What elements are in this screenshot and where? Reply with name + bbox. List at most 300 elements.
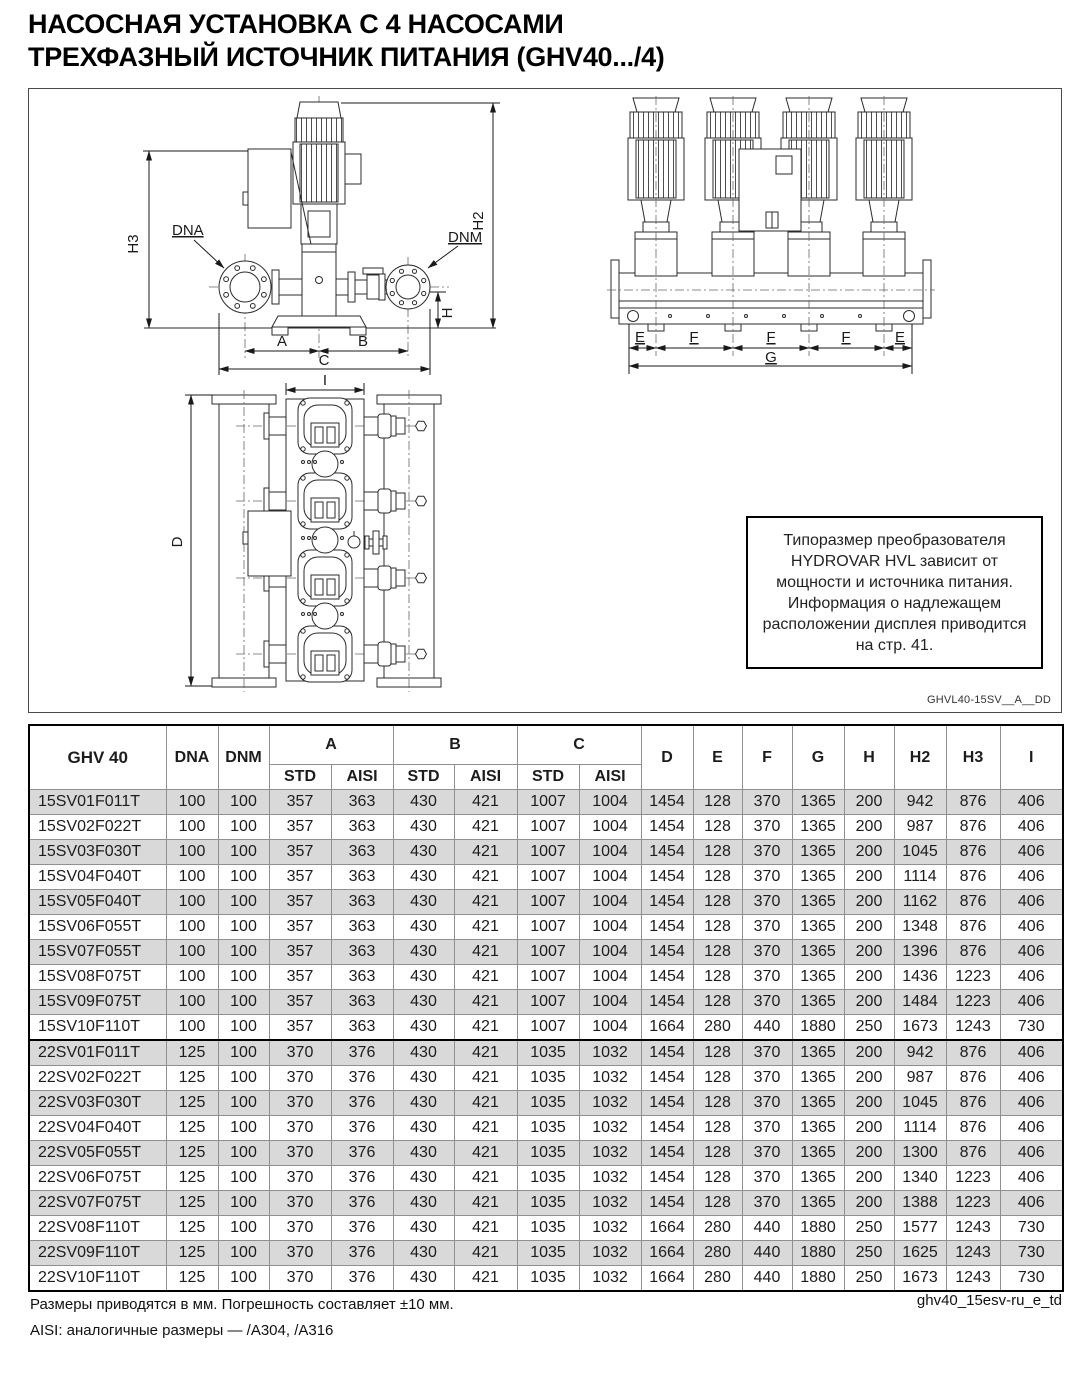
value-cell: 421 (454, 990, 517, 1015)
table-row (29, 915, 1063, 940)
value-cell: 100 (218, 915, 269, 940)
value-cell: 357 (269, 840, 331, 865)
value-cell: 363 (331, 990, 393, 1015)
value-cell: 200 (844, 790, 894, 815)
value-cell: 1045 (894, 840, 946, 865)
value-cell: 100 (218, 865, 269, 890)
value-cell: 1045 (894, 1091, 946, 1116)
value-cell: 100 (166, 990, 218, 1015)
value-cell: 1223 (946, 965, 1000, 990)
value-cell: 370 (269, 1066, 331, 1091)
value-cell: 1454 (641, 890, 693, 915)
value-cell: 1365 (792, 965, 844, 990)
value-cell: 376 (331, 1091, 393, 1116)
value-cell: 876 (946, 790, 1000, 815)
value-cell: 1004 (579, 940, 641, 965)
title-line-2: ТРЕХФАЗНЫЙ ИСТОЧНИК ПИТАНИЯ (GHV40.../4) (28, 42, 665, 72)
value-cell: 1223 (946, 990, 1000, 1015)
value-cell: 876 (946, 1141, 1000, 1166)
value-cell: 370 (742, 790, 792, 815)
table-row (29, 1015, 1063, 1041)
value-cell: 1454 (641, 940, 693, 965)
value-cell: 357 (269, 890, 331, 915)
value-cell: 1035 (517, 1241, 579, 1266)
value-cell: 128 (693, 1066, 742, 1091)
value-cell: 440 (742, 1216, 792, 1241)
value-cell: 1880 (792, 1015, 844, 1041)
value-cell: 430 (393, 815, 454, 840)
value-cell: 125 (166, 1241, 218, 1266)
col-header-f: F (742, 725, 792, 790)
value-cell: 1007 (517, 790, 579, 815)
value-cell: 1035 (517, 1216, 579, 1241)
value-cell: 1484 (894, 990, 946, 1015)
value-cell: 421 (454, 1191, 517, 1216)
value-cell: 1365 (792, 1166, 844, 1191)
value-cell: 363 (331, 965, 393, 990)
value-cell: 1032 (579, 1066, 641, 1091)
value-cell: 406 (1000, 790, 1063, 815)
value-cell: 370 (742, 965, 792, 990)
value-cell: 370 (742, 1141, 792, 1166)
value-cell: 1035 (517, 1066, 579, 1091)
dim-label-a: A (276, 333, 288, 350)
value-cell: 1035 (517, 1266, 579, 1292)
value-cell: 987 (894, 815, 946, 840)
value-cell: 100 (218, 965, 269, 990)
value-cell: 200 (844, 1141, 894, 1166)
value-cell: 1243 (946, 1241, 1000, 1266)
value-cell: 876 (946, 915, 1000, 940)
value-cell: 125 (166, 1141, 218, 1166)
front-view-pump-body (144, 102, 496, 335)
col-header-h2: H2 (894, 725, 946, 790)
value-cell: 1223 (946, 1166, 1000, 1191)
value-cell: 1664 (641, 1015, 693, 1041)
col-header-i: I (1000, 725, 1063, 790)
model-cell: 15SV07F055T (29, 940, 166, 965)
subheader-a-std: STD (269, 765, 331, 790)
side-view-drawing (604, 94, 954, 379)
value-cell: 363 (331, 940, 393, 965)
value-cell: 1454 (641, 990, 693, 1015)
value-cell: 200 (844, 1116, 894, 1141)
value-cell: 100 (218, 890, 269, 915)
value-cell: 100 (218, 790, 269, 815)
value-cell: 421 (454, 790, 517, 815)
value-cell: 1007 (517, 990, 579, 1015)
plan-view-drawing (169, 372, 494, 704)
value-cell: 100 (218, 1266, 269, 1292)
value-cell: 128 (693, 965, 742, 990)
table-row (29, 990, 1063, 1015)
value-cell: 1004 (579, 865, 641, 890)
footnote-dimensions: Размеры приводятся в мм. Погрешность составляет ±10 мм. (30, 1296, 454, 1313)
value-cell: 1454 (641, 1066, 693, 1091)
value-cell: 1625 (894, 1241, 946, 1266)
model-cell: 15SV06F055T (29, 915, 166, 940)
value-cell: 370 (269, 1191, 331, 1216)
value-cell: 200 (844, 1066, 894, 1091)
model-cell: 22SV09F110T (29, 1241, 166, 1266)
value-cell: 125 (166, 1066, 218, 1091)
value-cell: 421 (454, 890, 517, 915)
value-cell: 280 (693, 1266, 742, 1292)
value-cell: 1365 (792, 1066, 844, 1091)
value-cell: 376 (331, 1191, 393, 1216)
value-cell: 100 (166, 865, 218, 890)
value-cell: 421 (454, 1066, 517, 1091)
value-cell: 128 (693, 1191, 742, 1216)
value-cell: 100 (218, 1191, 269, 1216)
model-cell: 15SV08F075T (29, 965, 166, 990)
value-cell: 1162 (894, 890, 946, 915)
value-cell: 430 (393, 990, 454, 1015)
value-cell: 128 (693, 790, 742, 815)
value-cell: 357 (269, 915, 331, 940)
model-cell: 22SV04F040T (29, 1116, 166, 1141)
value-cell: 1388 (894, 1191, 946, 1216)
technical-drawing-panel (28, 88, 1062, 713)
value-cell: 370 (742, 1040, 792, 1066)
value-cell: 200 (844, 840, 894, 865)
table-row (29, 840, 1063, 865)
value-cell: 370 (742, 990, 792, 1015)
value-cell: 430 (393, 1040, 454, 1066)
value-cell: 730 (1000, 1015, 1063, 1041)
value-cell: 1348 (894, 915, 946, 940)
value-cell: 1454 (641, 1091, 693, 1116)
model-cell: 15SV02F022T (29, 815, 166, 840)
value-cell: 250 (844, 1266, 894, 1292)
model-cell: 22SV03F030T (29, 1091, 166, 1116)
value-cell: 363 (331, 840, 393, 865)
value-cell: 376 (331, 1241, 393, 1266)
value-cell: 125 (166, 1191, 218, 1216)
value-cell: 100 (166, 940, 218, 965)
value-cell: 406 (1000, 1091, 1063, 1116)
value-cell: 1004 (579, 790, 641, 815)
value-cell: 406 (1000, 915, 1063, 940)
value-cell: 430 (393, 1066, 454, 1091)
value-cell: 421 (454, 965, 517, 990)
value-cell: 406 (1000, 815, 1063, 840)
title-line-1: НАСОСНАЯ УСТАНОВКА С 4 НАСОСАМИ (28, 9, 564, 39)
value-cell: 100 (218, 1091, 269, 1116)
value-cell: 1035 (517, 1141, 579, 1166)
col-header-c: C (517, 725, 641, 765)
value-cell: 370 (742, 1116, 792, 1141)
value-cell: 357 (269, 815, 331, 840)
value-cell: 200 (844, 890, 894, 915)
dim-label-d: D (169, 536, 186, 548)
value-cell: 376 (331, 1116, 393, 1141)
col-header-a: A (269, 725, 393, 765)
value-cell: 280 (693, 1015, 742, 1041)
value-cell: 125 (166, 1040, 218, 1066)
value-cell: 100 (218, 940, 269, 965)
value-cell: 1454 (641, 840, 693, 865)
value-cell: 370 (269, 1116, 331, 1141)
value-cell: 128 (693, 1091, 742, 1116)
value-cell: 370 (742, 1191, 792, 1216)
value-cell: 1007 (517, 840, 579, 865)
value-cell: 357 (269, 790, 331, 815)
col-header-h: H (844, 725, 894, 790)
value-cell: 370 (742, 940, 792, 965)
value-cell: 200 (844, 990, 894, 1015)
hydrovar-note-text: Типоразмер преобразователя HYDROVAR HVL зависит от мощности и источника питания. Информация о надлежащем расположении дисплея приводится на стр. 41. (762, 531, 1027, 654)
hydrovar-note (746, 516, 1043, 669)
value-cell: 370 (742, 1166, 792, 1191)
value-cell: 876 (946, 1116, 1000, 1141)
value-cell: 370 (269, 1166, 331, 1191)
value-cell: 1114 (894, 1116, 946, 1141)
value-cell: 1114 (894, 865, 946, 890)
value-cell: 100 (218, 815, 269, 840)
value-cell: 1007 (517, 940, 579, 965)
value-cell: 200 (844, 865, 894, 890)
dim-label-h2: H2 (470, 211, 487, 231)
col-header-e: E (693, 725, 742, 790)
value-cell: 370 (742, 840, 792, 865)
value-cell: 421 (454, 865, 517, 890)
value-cell: 357 (269, 1015, 331, 1041)
value-cell: 430 (393, 940, 454, 965)
value-cell: 1365 (792, 1040, 844, 1066)
value-cell: 200 (844, 1040, 894, 1066)
value-cell: 100 (218, 1241, 269, 1266)
value-cell: 1007 (517, 915, 579, 940)
col-header-d: D (641, 725, 693, 790)
value-cell: 1004 (579, 965, 641, 990)
value-cell: 100 (218, 1166, 269, 1191)
footnote-aisi: AISI: аналогичные размеры — /A304, /A316 (30, 1322, 334, 1339)
dim-label-dnm: DNM (448, 229, 483, 246)
value-cell: 1436 (894, 965, 946, 990)
value-cell: 370 (742, 1066, 792, 1091)
value-cell: 100 (218, 1040, 269, 1066)
value-cell: 1880 (792, 1266, 844, 1292)
value-cell: 280 (693, 1241, 742, 1266)
value-cell: 876 (946, 1066, 1000, 1091)
value-cell: 376 (331, 1040, 393, 1066)
subheader-c-aisi: AISI (579, 765, 641, 790)
value-cell: 876 (946, 890, 1000, 915)
col-header-b: B (393, 725, 517, 765)
value-cell: 1035 (517, 1040, 579, 1066)
value-cell: 100 (166, 1015, 218, 1041)
value-cell: 1035 (517, 1191, 579, 1216)
value-cell: 406 (1000, 890, 1063, 915)
dim-label-i: I (322, 372, 328, 389)
value-cell: 1004 (579, 890, 641, 915)
discharge-flange (386, 265, 430, 309)
page-title (28, 8, 665, 74)
value-cell: 363 (331, 915, 393, 940)
value-cell: 942 (894, 790, 946, 815)
value-cell: 1673 (894, 1015, 946, 1041)
value-cell: 406 (1000, 1040, 1063, 1066)
value-cell: 430 (393, 1191, 454, 1216)
value-cell: 942 (894, 1040, 946, 1066)
model-cell: 22SV01F011T (29, 1040, 166, 1066)
dim-label-e-right: E (894, 329, 906, 346)
value-cell: 1454 (641, 1040, 693, 1066)
value-cell: 1340 (894, 1166, 946, 1191)
table-row (29, 1066, 1063, 1091)
subheader-b-std: STD (393, 765, 454, 790)
value-cell: 430 (393, 790, 454, 815)
value-cell: 421 (454, 1241, 517, 1266)
dim-label-dna: DNA (172, 222, 204, 239)
table-row (29, 790, 1063, 815)
value-cell: 430 (393, 1166, 454, 1191)
value-cell: 1007 (517, 1015, 579, 1041)
col-header-h3: H3 (946, 725, 1000, 790)
value-cell: 876 (946, 840, 1000, 865)
value-cell: 128 (693, 940, 742, 965)
value-cell: 987 (894, 1066, 946, 1091)
value-cell: 128 (693, 1040, 742, 1066)
value-cell: 1004 (579, 840, 641, 865)
value-cell: 1035 (517, 1166, 579, 1191)
value-cell: 430 (393, 915, 454, 940)
model-cell: 15SV10F110T (29, 1015, 166, 1041)
value-cell: 1365 (792, 815, 844, 840)
subheader-b-aisi: AISI (454, 765, 517, 790)
value-cell: 876 (946, 865, 1000, 890)
table-row (29, 1266, 1063, 1292)
model-cell: 22SV02F022T (29, 1066, 166, 1091)
value-cell: 1004 (579, 915, 641, 940)
table-row (29, 1191, 1063, 1216)
value-cell: 1243 (946, 1266, 1000, 1292)
value-cell: 357 (269, 940, 331, 965)
value-cell: 1365 (792, 1116, 844, 1141)
col-header-g: G (792, 725, 844, 790)
control-panel-box (739, 149, 801, 231)
value-cell: 1004 (579, 815, 641, 840)
value-cell: 406 (1000, 940, 1063, 965)
value-cell: 1032 (579, 1241, 641, 1266)
value-cell: 1032 (579, 1141, 641, 1166)
value-cell: 125 (166, 1091, 218, 1116)
value-cell: 370 (269, 1141, 331, 1166)
value-cell: 1454 (641, 1166, 693, 1191)
value-cell: 100 (218, 1116, 269, 1141)
value-cell: 370 (742, 915, 792, 940)
value-cell: 1243 (946, 1015, 1000, 1041)
col-header-dna: DNA (166, 725, 218, 790)
value-cell: 100 (218, 990, 269, 1015)
value-cell: 376 (331, 1216, 393, 1241)
value-cell: 440 (742, 1266, 792, 1292)
table-row (29, 1040, 1063, 1066)
value-cell: 128 (693, 840, 742, 865)
table-row (29, 890, 1063, 915)
value-cell: 100 (166, 890, 218, 915)
value-cell: 376 (331, 1141, 393, 1166)
value-cell: 421 (454, 1141, 517, 1166)
value-cell: 128 (693, 890, 742, 915)
value-cell: 1365 (792, 890, 844, 915)
value-cell: 1664 (641, 1216, 693, 1241)
value-cell: 1032 (579, 1266, 641, 1292)
value-cell: 1032 (579, 1091, 641, 1116)
value-cell: 1032 (579, 1166, 641, 1191)
model-cell: 15SV05F040T (29, 890, 166, 915)
value-cell: 200 (844, 1166, 894, 1191)
value-cell: 1365 (792, 865, 844, 890)
value-cell: 370 (269, 1091, 331, 1116)
value-cell: 1365 (792, 990, 844, 1015)
value-cell: 421 (454, 815, 517, 840)
value-cell: 370 (742, 890, 792, 915)
value-cell: 128 (693, 815, 742, 840)
value-cell: 125 (166, 1166, 218, 1191)
value-cell: 421 (454, 1116, 517, 1141)
value-cell: 430 (393, 1091, 454, 1116)
value-cell: 406 (1000, 865, 1063, 890)
value-cell: 363 (331, 865, 393, 890)
value-cell: 1454 (641, 965, 693, 990)
document-reference-code: ghv40_15esv-ru_e_td (916, 1292, 1062, 1309)
value-cell: 1243 (946, 1216, 1000, 1241)
value-cell: 1454 (641, 1141, 693, 1166)
value-cell: 1454 (641, 1191, 693, 1216)
value-cell: 421 (454, 1040, 517, 1066)
value-cell: 200 (844, 940, 894, 965)
value-cell: 1365 (792, 915, 844, 940)
value-cell: 100 (218, 840, 269, 865)
value-cell: 125 (166, 1266, 218, 1292)
value-cell: 357 (269, 865, 331, 890)
suction-flange (219, 261, 271, 313)
value-cell: 406 (1000, 1066, 1063, 1091)
value-cell: 421 (454, 940, 517, 965)
value-cell: 1007 (517, 865, 579, 890)
dimensions-table (28, 724, 1064, 1292)
value-cell: 250 (844, 1015, 894, 1041)
value-cell: 100 (218, 1066, 269, 1091)
value-cell: 280 (693, 1216, 742, 1241)
value-cell: 100 (218, 1015, 269, 1041)
value-cell: 128 (693, 1166, 742, 1191)
value-cell: 876 (946, 940, 1000, 965)
value-cell: 430 (393, 865, 454, 890)
subheader-a-aisi: AISI (331, 765, 393, 790)
table-row (29, 815, 1063, 840)
value-cell: 406 (1000, 990, 1063, 1015)
value-cell: 100 (218, 1216, 269, 1241)
value-cell: 1454 (641, 815, 693, 840)
value-cell: 1300 (894, 1141, 946, 1166)
value-cell: 370 (269, 1040, 331, 1066)
value-cell: 370 (742, 1091, 792, 1116)
model-cell: 22SV07F075T (29, 1191, 166, 1216)
value-cell: 363 (331, 1015, 393, 1041)
value-cell: 430 (393, 1116, 454, 1141)
value-cell: 376 (331, 1066, 393, 1091)
value-cell: 370 (269, 1241, 331, 1266)
value-cell: 876 (946, 815, 1000, 840)
value-cell: 128 (693, 1116, 742, 1141)
value-cell: 363 (331, 890, 393, 915)
col-header-dnm: DNM (218, 725, 269, 790)
value-cell: 876 (946, 1040, 1000, 1066)
value-cell: 128 (693, 865, 742, 890)
